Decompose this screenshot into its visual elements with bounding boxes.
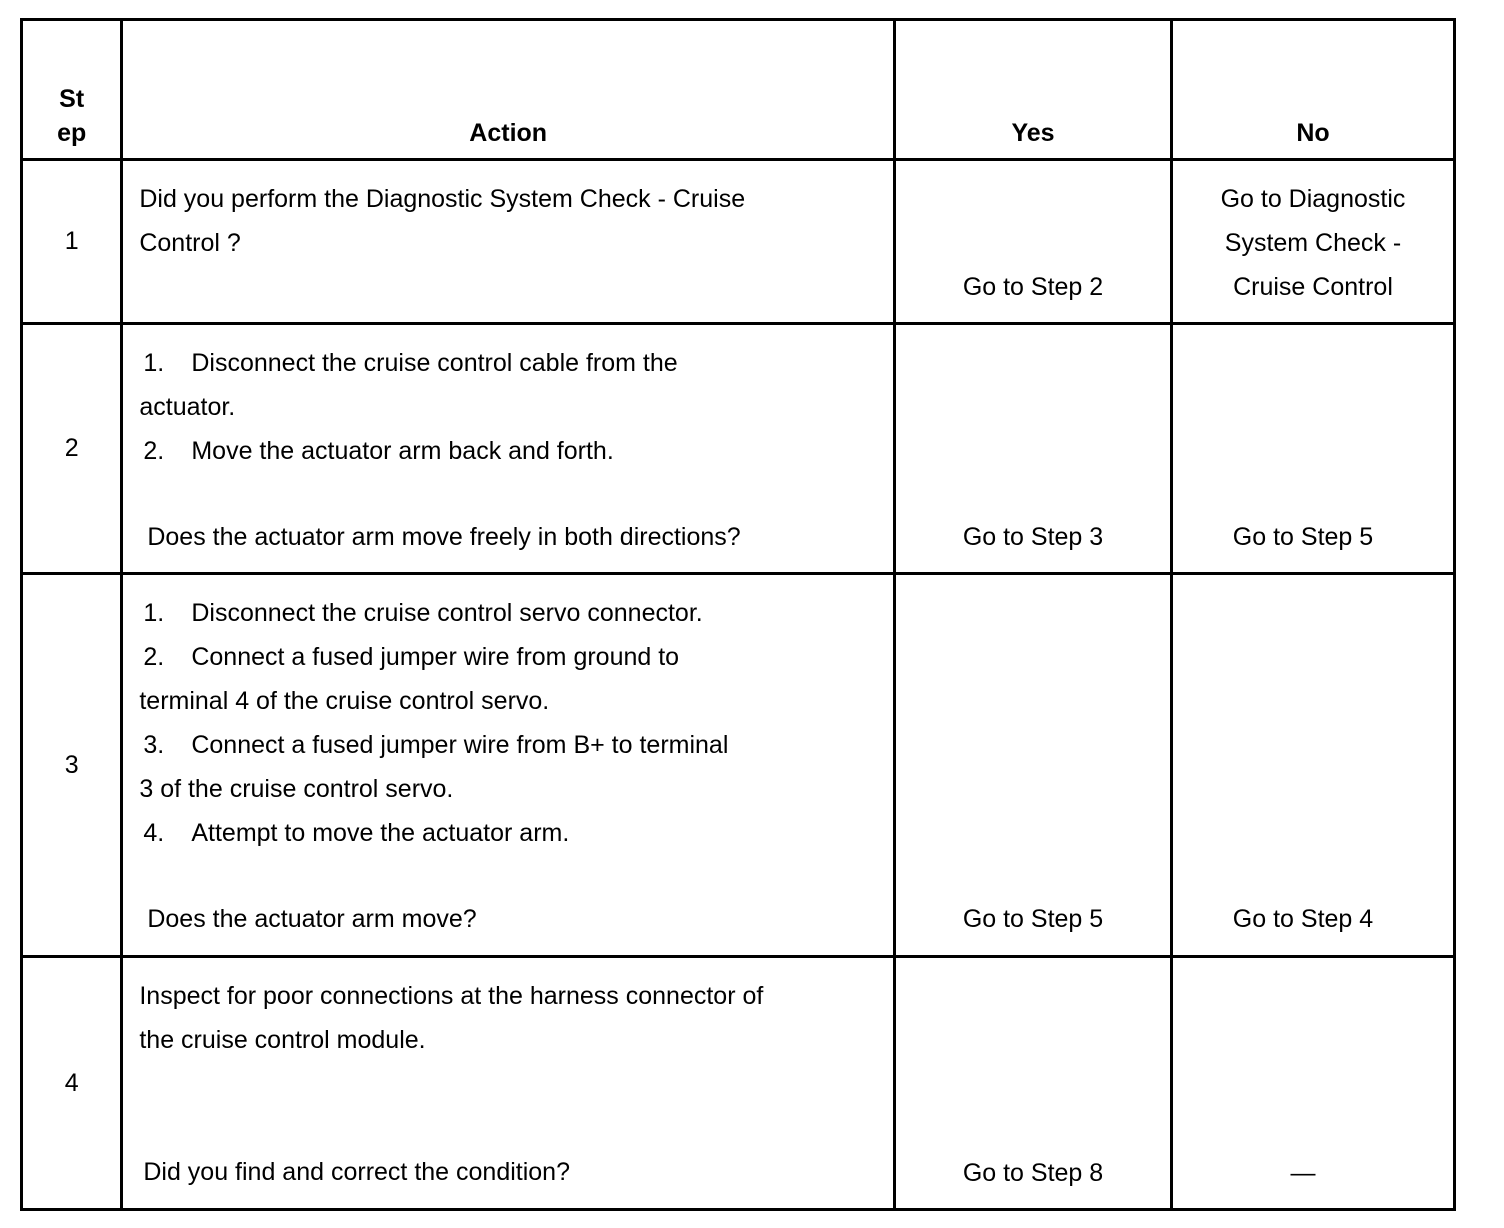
- no-cell: [1171, 324, 1454, 574]
- yes-cell: [895, 324, 1172, 574]
- table-row: [22, 324, 1455, 574]
- item-number: 4.: [143, 819, 165, 847]
- item-continuation: 3 of the cruise control servo.: [139, 775, 454, 803]
- header-yes: Yes: [895, 20, 1172, 160]
- item-text: Move the actuator arm back and forth.: [191, 437, 614, 465]
- action-text: Inspect for poor connections at the harness connector of: [139, 982, 764, 1010]
- yes-answer: Go to Step 2: [962, 273, 1104, 301]
- action-item: [139, 821, 569, 846]
- item-text: Disconnect the cruise control cable from the: [191, 349, 678, 377]
- action-question: Does the actuator arm move freely in both directions?: [147, 523, 741, 551]
- item-text: Disconnect the cruise control servo connector.: [191, 599, 703, 627]
- item-number: 3.: [143, 731, 165, 759]
- action-cell: [122, 957, 895, 1210]
- no-answer: Go to Diagnostic: [1220, 185, 1406, 213]
- item-number: 2.: [143, 643, 165, 671]
- yes-answer: Go to Step 5: [962, 905, 1104, 933]
- item-number: 1.: [143, 349, 165, 377]
- header-row: [22, 20, 1455, 160]
- action-text: Did you perform the Diagnostic System Check - Cruise: [139, 185, 746, 213]
- no-answer: —: [1290, 1159, 1316, 1187]
- step-number: 3: [22, 574, 122, 957]
- action-item: [139, 351, 677, 376]
- no-cell: [1171, 957, 1454, 1210]
- no-answer: Go to Step 5: [1232, 523, 1374, 551]
- item-number: 1.: [143, 599, 165, 627]
- action-cell: [122, 160, 895, 324]
- item-text: Connect a fused jumper wire from ground to: [191, 643, 680, 671]
- action-item: [139, 645, 679, 670]
- header-step-line2: ep: [57, 119, 87, 147]
- no-answer: System Check -: [1224, 229, 1402, 257]
- action-item: [139, 733, 728, 758]
- step-number: 2: [22, 324, 122, 574]
- no-cell: [1171, 574, 1454, 957]
- header-step: [22, 20, 122, 160]
- no-answer: Go to Step 4: [1232, 905, 1374, 933]
- no-cell: [1171, 160, 1454, 324]
- action-cell: [122, 324, 895, 574]
- action-item: [139, 439, 613, 464]
- item-text: Attempt to move the actuator arm.: [191, 819, 570, 847]
- table-row: [22, 957, 1455, 1210]
- diagnostic-table: [20, 18, 1456, 1211]
- action-question: Did you find and correct the condition?: [143, 1158, 570, 1186]
- action-cell: [122, 574, 895, 957]
- yes-cell: [895, 957, 1172, 1210]
- header-step-line1: St: [59, 85, 85, 113]
- table-row: [22, 574, 1455, 957]
- header-no: No: [1171, 20, 1454, 160]
- yes-cell: [895, 574, 1172, 957]
- header-action: Action: [122, 20, 895, 160]
- action-text: Control ?: [139, 229, 241, 257]
- item-continuation: actuator.: [139, 393, 236, 421]
- item-continuation: terminal 4 of the cruise control servo.: [139, 687, 550, 715]
- action-question: Does the actuator arm move?: [147, 905, 477, 933]
- item-text: Connect a fused jumper wire from B+ to terminal: [191, 731, 729, 759]
- item-number: 2.: [143, 437, 165, 465]
- step-number: 1: [22, 160, 122, 324]
- action-item: [139, 601, 702, 626]
- action-text: the cruise control module.: [139, 1026, 426, 1054]
- yes-answer: Go to Step 3: [962, 523, 1104, 551]
- yes-cell: [895, 160, 1172, 324]
- table-row: [22, 160, 1455, 324]
- no-answer: Cruise Control: [1233, 273, 1393, 301]
- step-number: 4: [22, 957, 122, 1210]
- yes-answer: Go to Step 8: [962, 1159, 1104, 1187]
